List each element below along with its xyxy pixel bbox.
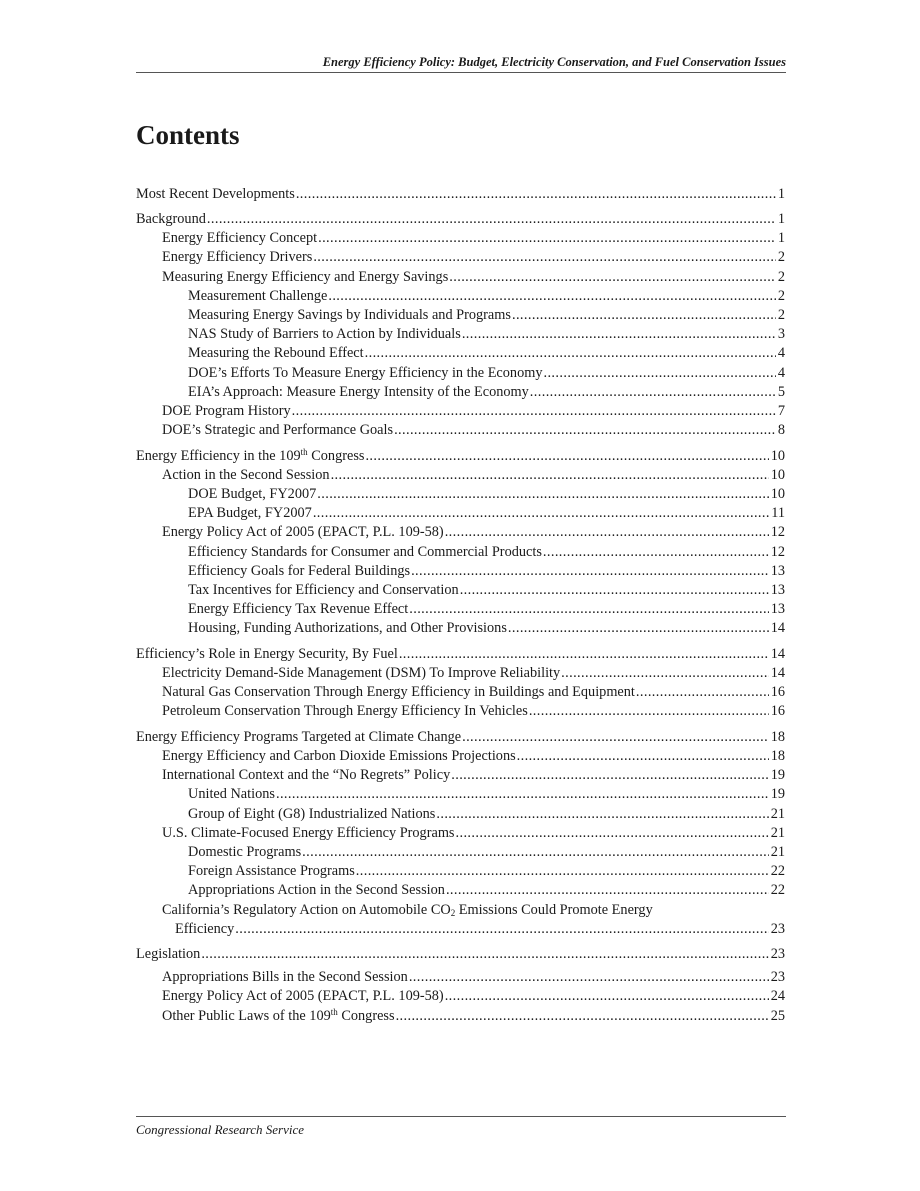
toc-entry-page: 14 — [770, 620, 785, 637]
toc-entry-title: Energy Efficiency Tax Revenue Effect — [188, 601, 409, 618]
toc-entry-title: Measurement Challenge — [188, 287, 328, 304]
dot-leader — [411, 563, 769, 580]
toc-entry[interactable] — [136, 986, 785, 1005]
toc-entry[interactable] — [136, 720, 785, 746]
toc-entry-page: 13 — [770, 562, 785, 579]
toc-entry-title: Housing, Funding Authorizations, and Other Provisions — [188, 620, 507, 637]
toc-entry-page: 14 — [770, 664, 785, 681]
toc-entry[interactable] — [136, 899, 785, 937]
toc-entry-title: Petroleum Conservation Through Energy Efficiency In Vehicles — [162, 703, 528, 720]
toc-entry-page: 2 — [777, 268, 785, 285]
toc-entry[interactable] — [136, 701, 785, 720]
toc-entry-page: 13 — [770, 601, 785, 618]
toc-entry-title: DOE Budget, FY2007 — [188, 485, 317, 502]
toc-entry-title-continued: Efficiency — [175, 920, 235, 937]
toc-entry-page: 3 — [777, 326, 785, 343]
toc-entry-title: Action in the Second Session — [162, 466, 330, 483]
toc-entry-page: 4 — [777, 345, 785, 362]
toc-entry-title: Energy Efficiency Concept — [162, 230, 318, 247]
toc-entry-title: United Nations — [188, 786, 275, 803]
toc-entry[interactable] — [136, 637, 785, 663]
toc-entry[interactable] — [136, 465, 785, 484]
toc-entry-title: Efficiency Standards for Consumer and Commercial Products — [188, 543, 542, 560]
dot-leader — [530, 384, 776, 401]
toc-entry-page: 21 — [770, 843, 785, 860]
toc-entry[interactable] — [136, 663, 785, 682]
toc-entry[interactable] — [136, 561, 785, 580]
toc-entry[interactable] — [136, 503, 785, 522]
dot-leader — [296, 186, 776, 203]
toc-entry-title: Energy Policy Act of 2005 (EPACT, P.L. 109-58) — [162, 524, 444, 541]
toc-entry[interactable] — [136, 963, 785, 986]
toc-entry-page: 8 — [777, 422, 785, 439]
toc-entry-title: Appropriations Action in the Second Session — [188, 882, 445, 899]
toc-entry-page: 25 — [770, 1007, 785, 1024]
toc-entry[interactable] — [136, 324, 785, 343]
toc-entry[interactable] — [136, 286, 785, 305]
toc-entry-page: 10 — [770, 447, 785, 464]
table-of-contents — [136, 177, 785, 1025]
toc-entry-title: Legislation — [136, 946, 201, 963]
toc-entry-page: 19 — [770, 786, 785, 803]
dot-leader — [636, 684, 769, 701]
toc-entry[interactable] — [136, 362, 785, 381]
dot-leader — [313, 505, 769, 522]
dot-leader — [318, 230, 776, 247]
dot-leader — [399, 646, 769, 663]
toc-entry[interactable] — [136, 343, 785, 362]
toc-entry-title: Energy Efficiency and Carbon Dioxide Emissions Projections — [162, 748, 516, 764]
toc-entry-page: 10 — [770, 485, 785, 502]
toc-entry[interactable] — [136, 938, 785, 964]
toc-entry-page: 21 — [770, 824, 785, 841]
toc-entry[interactable] — [136, 765, 785, 784]
toc-entry[interactable] — [136, 420, 785, 439]
dot-leader — [449, 269, 776, 286]
dot-leader — [462, 326, 776, 343]
toc-entry-page: 4 — [777, 364, 785, 381]
dot-leader — [561, 665, 769, 682]
toc-entry[interactable] — [136, 599, 785, 618]
toc-entry[interactable] — [136, 880, 785, 899]
toc-entry[interactable] — [136, 247, 785, 266]
dot-leader — [446, 882, 769, 899]
toc-entry-title: Domestic Programs — [188, 843, 302, 860]
toc-entry-page: 10 — [770, 466, 785, 483]
toc-entry[interactable] — [136, 522, 785, 541]
toc-entry[interactable] — [136, 580, 785, 599]
toc-entry[interactable] — [136, 484, 785, 503]
dot-leader — [543, 365, 775, 382]
toc-entry-page: 16 — [770, 703, 785, 720]
toc-entry-title: Background — [136, 211, 206, 227]
dot-leader — [436, 806, 768, 823]
toc-entry-title: Measuring the Rebound Effect — [188, 345, 364, 362]
dot-leader — [276, 786, 769, 803]
toc-entry-page: 12 — [770, 543, 785, 560]
dot-leader — [517, 748, 769, 765]
toc-entry-title: EPA Budget, FY2007 — [188, 505, 312, 522]
toc-entry-title: Natural Gas Conservation Through Energy Efficiency in Buildings and Equipment — [162, 684, 635, 701]
toc-entry-page: 18 — [770, 728, 785, 745]
toc-entry[interactable] — [136, 541, 785, 560]
toc-entry-title: EIA’s Approach: Measure Energy Intensity of the Economy — [188, 383, 529, 400]
toc-entry-title: NAS Study of Barriers to Action by Individuals — [188, 326, 461, 343]
toc-entry-page: 24 — [770, 988, 785, 1005]
toc-entry-title: U.S. Climate-Focused Energy Efficiency Programs — [162, 824, 455, 841]
toc-entry-page: 18 — [770, 748, 785, 764]
toc-entry[interactable] — [136, 823, 785, 842]
toc-entry-title: International Context and the “No Regrets” Policy — [162, 767, 451, 784]
dot-leader — [460, 582, 769, 599]
dot-leader — [331, 467, 769, 484]
toc-entry-page: 23 — [770, 946, 785, 963]
toc-entry-page: 2 — [777, 306, 785, 323]
dot-leader — [317, 486, 768, 503]
dot-leader — [394, 422, 776, 439]
dot-leader — [508, 620, 769, 637]
toc-entry-title: DOE’s Strategic and Performance Goals — [162, 422, 394, 439]
toc-entry-title: Efficiency’s Role in Energy Security, By Fuel — [136, 645, 398, 662]
toc-entry-page: 1 — [777, 211, 785, 227]
toc-entry[interactable] — [136, 682, 785, 701]
dot-leader — [512, 307, 776, 324]
toc-entry-page: 23 — [770, 969, 785, 986]
toc-entry-page: 2 — [777, 249, 785, 266]
toc-entry-page: 12 — [770, 524, 785, 541]
dot-leader — [462, 729, 769, 746]
toc-entry[interactable] — [136, 305, 785, 324]
toc-entry-title: Energy Efficiency in the 109th Congress — [136, 446, 365, 464]
dot-leader — [292, 403, 776, 420]
toc-entry-page: 1 — [777, 230, 785, 247]
toc-entry-title: Energy Efficiency Drivers — [162, 249, 313, 266]
dot-leader — [328, 288, 775, 305]
toc-entry-title: DOE’s Efforts To Measure Energy Efficiency in the Economy — [188, 364, 543, 381]
toc-entry-title: Group of Eight (G8) Industrialized Nations — [188, 805, 436, 822]
toc-entry[interactable] — [136, 382, 785, 401]
toc-entry-title: DOE Program History — [162, 402, 291, 419]
dot-leader — [302, 844, 769, 861]
dot-leader — [365, 448, 768, 465]
page-title: Contents — [136, 120, 240, 150]
toc-entry-page: 5 — [777, 383, 785, 400]
dot-leader — [445, 988, 769, 1005]
toc-entry[interactable] — [136, 177, 785, 203]
dot-leader — [365, 345, 776, 362]
toc-entry-page: 22 — [770, 882, 785, 899]
toc-entry-title: Electricity Demand-Side Management (DSM) To Improve Reliability — [162, 664, 561, 681]
toc-entry[interactable] — [136, 228, 785, 247]
toc-entry-page: 22 — [770, 863, 785, 880]
dot-leader — [456, 825, 769, 842]
toc-entry-page: 21 — [770, 805, 785, 822]
toc-entry-title: California’s Regulatory Action on Automobile $CO_2$ Emissions Could Promote Energy — [162, 901, 653, 918]
toc-entry-title: Tax Incentives for Efficiency and Conservation — [188, 581, 459, 598]
toc-entry[interactable] — [136, 266, 785, 285]
toc-entry[interactable] — [136, 401, 785, 420]
toc-entry-page: 11 — [771, 505, 785, 522]
running-header: Energy Efficiency Policy: Budget, Electricity Conservation, and Fuel Conservation Issues — [136, 55, 786, 73]
toc-entry-title: Energy Policy Act of 2005 (EPACT, P.L. 109-58) — [162, 988, 444, 1005]
toc-entry-page: 14 — [770, 645, 785, 662]
toc-entry-title: Appropriations Bills in the Second Session — [162, 969, 408, 986]
toc-entry-page: 13 — [770, 581, 785, 598]
dot-leader — [409, 601, 768, 618]
dot-leader — [543, 544, 769, 561]
toc-entry-title: Foreign Assistance Programs — [188, 863, 355, 880]
toc-entry[interactable] — [136, 746, 785, 765]
toc-entry[interactable] — [136, 439, 785, 465]
toc-entry[interactable] — [136, 861, 785, 880]
toc-entry-page: 7 — [777, 402, 785, 419]
dot-leader — [451, 767, 768, 784]
toc-entry[interactable] — [136, 203, 785, 229]
toc-entry-page: 16 — [770, 684, 785, 701]
toc-entry-page: 2 — [777, 287, 785, 304]
toc-entry[interactable] — [136, 842, 785, 861]
dot-leader — [529, 703, 769, 720]
toc-entry-title: Other Public Laws of the 109th Congress — [162, 1006, 395, 1024]
dot-leader — [409, 969, 769, 986]
toc-entry-title: Measuring Energy Savings by Individuals and Programs — [188, 306, 511, 323]
toc-entry-title: Measuring Energy Efficiency and Energy Savings — [162, 268, 449, 285]
toc-entry-title: Most Recent Developments — [136, 185, 295, 202]
toc-entry[interactable] — [136, 784, 785, 803]
toc-entry[interactable] — [136, 1005, 785, 1024]
dot-leader — [207, 211, 776, 228]
toc-entry[interactable] — [136, 803, 785, 822]
toc-entry-page: 23 — [770, 920, 785, 937]
toc-entry[interactable] — [136, 618, 785, 637]
toc-entry-title: Energy Efficiency Programs Targeted at Climate Change — [136, 728, 462, 745]
toc-entry-page: 19 — [770, 767, 785, 784]
dot-leader — [396, 1008, 769, 1025]
running-footer: Congressional Research Service — [136, 1116, 786, 1138]
dot-leader — [445, 524, 769, 541]
dot-leader — [235, 921, 768, 938]
dot-leader — [201, 946, 768, 963]
toc-entry-title: Efficiency Goals for Federal Buildings — [188, 562, 411, 579]
dot-leader — [356, 863, 769, 880]
toc-entry-page: 1 — [777, 185, 785, 202]
dot-leader — [313, 249, 776, 266]
